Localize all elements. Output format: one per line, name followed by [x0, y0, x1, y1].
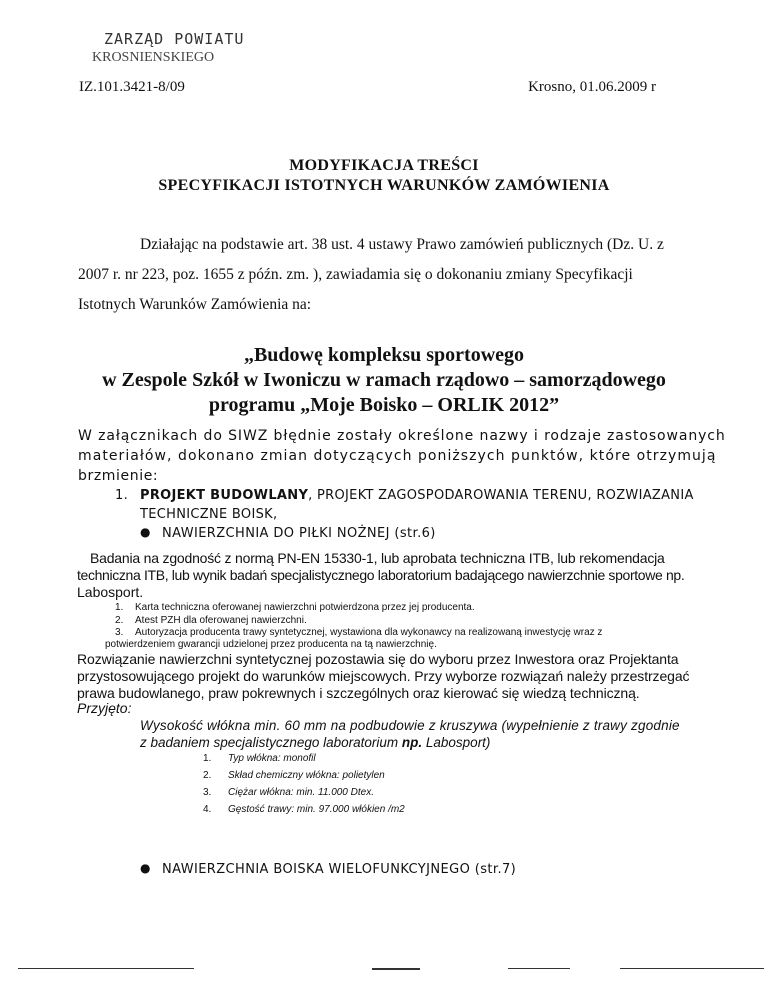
list-item [203, 787, 503, 799]
title-line-2: SPECYFIKACJI ISTOTNYCH WARUNKÓW ZAMÓWIENIA [158, 177, 610, 194]
reference-number: IZ.101.3421-8/09 [79, 79, 185, 95]
list-item-text: Atest PZH dla oferowanej nawierzchni. [135, 615, 307, 626]
badania-line-1: Badania na zgodność z normą PN-EN 15330-1, lub aprobata techniczna ITB, lub rekomendacja [90, 550, 665, 566]
list-item [115, 615, 675, 627]
bullet-2-text: NAWIERZCHNIA BOISKA WIELOFUNKCYJNEGO (str.7) [162, 862, 517, 877]
bullet-dot-icon: ● [140, 861, 151, 875]
item-1-rest: , PROJEKT ZAGOSPODAROWANIA TERENU, ROZWIAZANIA [308, 488, 694, 503]
list-item-number: 4. [203, 804, 212, 815]
list-item-number: 2. [115, 615, 124, 626]
badania-line-3: Labosport. [77, 584, 144, 600]
divider-line [508, 968, 570, 969]
bullet-dot-icon: ● [140, 525, 151, 539]
wysokosc-text-bold: np. [401, 735, 423, 750]
list-item [115, 602, 675, 614]
list-item-number: 3. [203, 787, 212, 798]
list-item-text: Autoryzacja producenta trawy syntetycznej, wystawiona dla wykonawcy na realizowaną inwestycję wraz z [135, 627, 603, 638]
rozwiazanie-line-2: przystosowującego projekt do warunków miejscowych. Przy wyborze rozwiązań należy przestrzegać [77, 668, 690, 684]
bullet-item-1 [140, 526, 640, 544]
list-item [203, 804, 503, 816]
intro-line-2: 2007 r. nr 223, poz. 1655 z późn. zm. ), zawiadamia się o dokonaniu zmiany Specyfikacji [78, 266, 633, 283]
rozwiazanie-line-1: Rozwiązanie nawierzchni syntetycznej pozostawia się do wyboru przez Inwestora oraz Projektanta [77, 651, 679, 667]
item-1-heading [140, 488, 694, 503]
list-item-text: Gęstość trawy: min. 97.000 włókien /m2 [228, 804, 405, 815]
intro-line-3: Istotnych Warunków Zamówienia na: [78, 296, 312, 313]
list-item-text: Skład chemiczny włókna: polietylen [228, 770, 385, 781]
attachments-line-1: W załącznikach do SIWZ błędnie zostały określone nazwy i rodzaje zastosowanych [78, 428, 726, 444]
attachments-line-3: brzmienie: [78, 468, 159, 484]
list-item [203, 770, 503, 782]
list-item [203, 753, 503, 765]
wysokosc-text-c: Labosport) [422, 735, 491, 750]
intro-line-1: Działając na podstawie art. 38 ust. 4 ustawy Prawo zamówień publicznych (Dz. U. z [140, 236, 664, 253]
project-title [0, 343, 768, 418]
project-title-line-1: „Budowę kompleksu sportowego [243, 344, 525, 366]
wysokosc-line-1: Wysokość włókna min. 60 mm na podbudowie z kruszywa (wypełnienie z trawy zgodnie [140, 718, 680, 733]
list-item-number: 2. [203, 770, 212, 781]
badania-line-2: techniczna ITB, lub wynik badań specjalistycznego laboratorium badającego nawierzchnie sportowe np. [77, 567, 685, 583]
list-item-text: Typ włókna: monofil [228, 753, 316, 764]
divider-line [18, 968, 194, 969]
stamp-line-2: KROSNIENSKIEGO [92, 50, 215, 65]
attachments-line-2: materiałów, dokonano zmian dotyczących poniższych punktów, które otrzymują [78, 448, 717, 464]
list-item [115, 627, 675, 639]
bullet-item-2 [140, 862, 640, 880]
project-title-line-3: programu „Moje Boisko – ORLIK 2012” [208, 394, 560, 416]
rozwiazanie-line-3: prawa budowlanego, praw pokrewnych i szczególnych oraz kierować się wiedzą techniczną. [77, 685, 640, 701]
stamp-line-1: ZARZĄD POWIATU [104, 30, 245, 48]
list-item-number: 1. [203, 753, 212, 764]
title-line-1: MODYFIKACJA TREŚCI [289, 157, 479, 174]
wysokosc-text-a: z badaniem specjalistycznego laboratorium [140, 735, 402, 750]
list-item-text: Karta techniczna oferowanej nawierzchni potwierdzona przez jej producenta. [135, 602, 475, 613]
document-date: Krosno, 01.06.2009 r [528, 79, 656, 95]
list-item-number: 3. [115, 627, 124, 638]
project-title-line-2: w Zespole Szkół w Iwoniczu w ramach rządowo – samorządowego [102, 369, 666, 391]
item-1-bold: PROJEKT BUDOWLANY [140, 488, 309, 503]
wysokosc-line-2 [140, 735, 490, 750]
item-1-line-2: TECHNICZNE BOISK, [140, 507, 278, 522]
list-item-number: 1. [115, 602, 124, 613]
divider-line [620, 968, 764, 969]
accepted-label: Przyjęto: [77, 700, 132, 716]
list-item-text: Ciężar włókna: min. 11.000 Dtex. [228, 787, 374, 798]
item-1-number: 1. [115, 488, 129, 503]
bullet-1-text: NAWIERZCHNIA DO PIŁKI NOŻNEJ (str.6) [162, 526, 436, 541]
list-item-continuation: potwierdzeniem gwarancji udzielonej przez producenta na tą nawierzchnię. [105, 639, 437, 650]
divider-line [372, 968, 420, 970]
